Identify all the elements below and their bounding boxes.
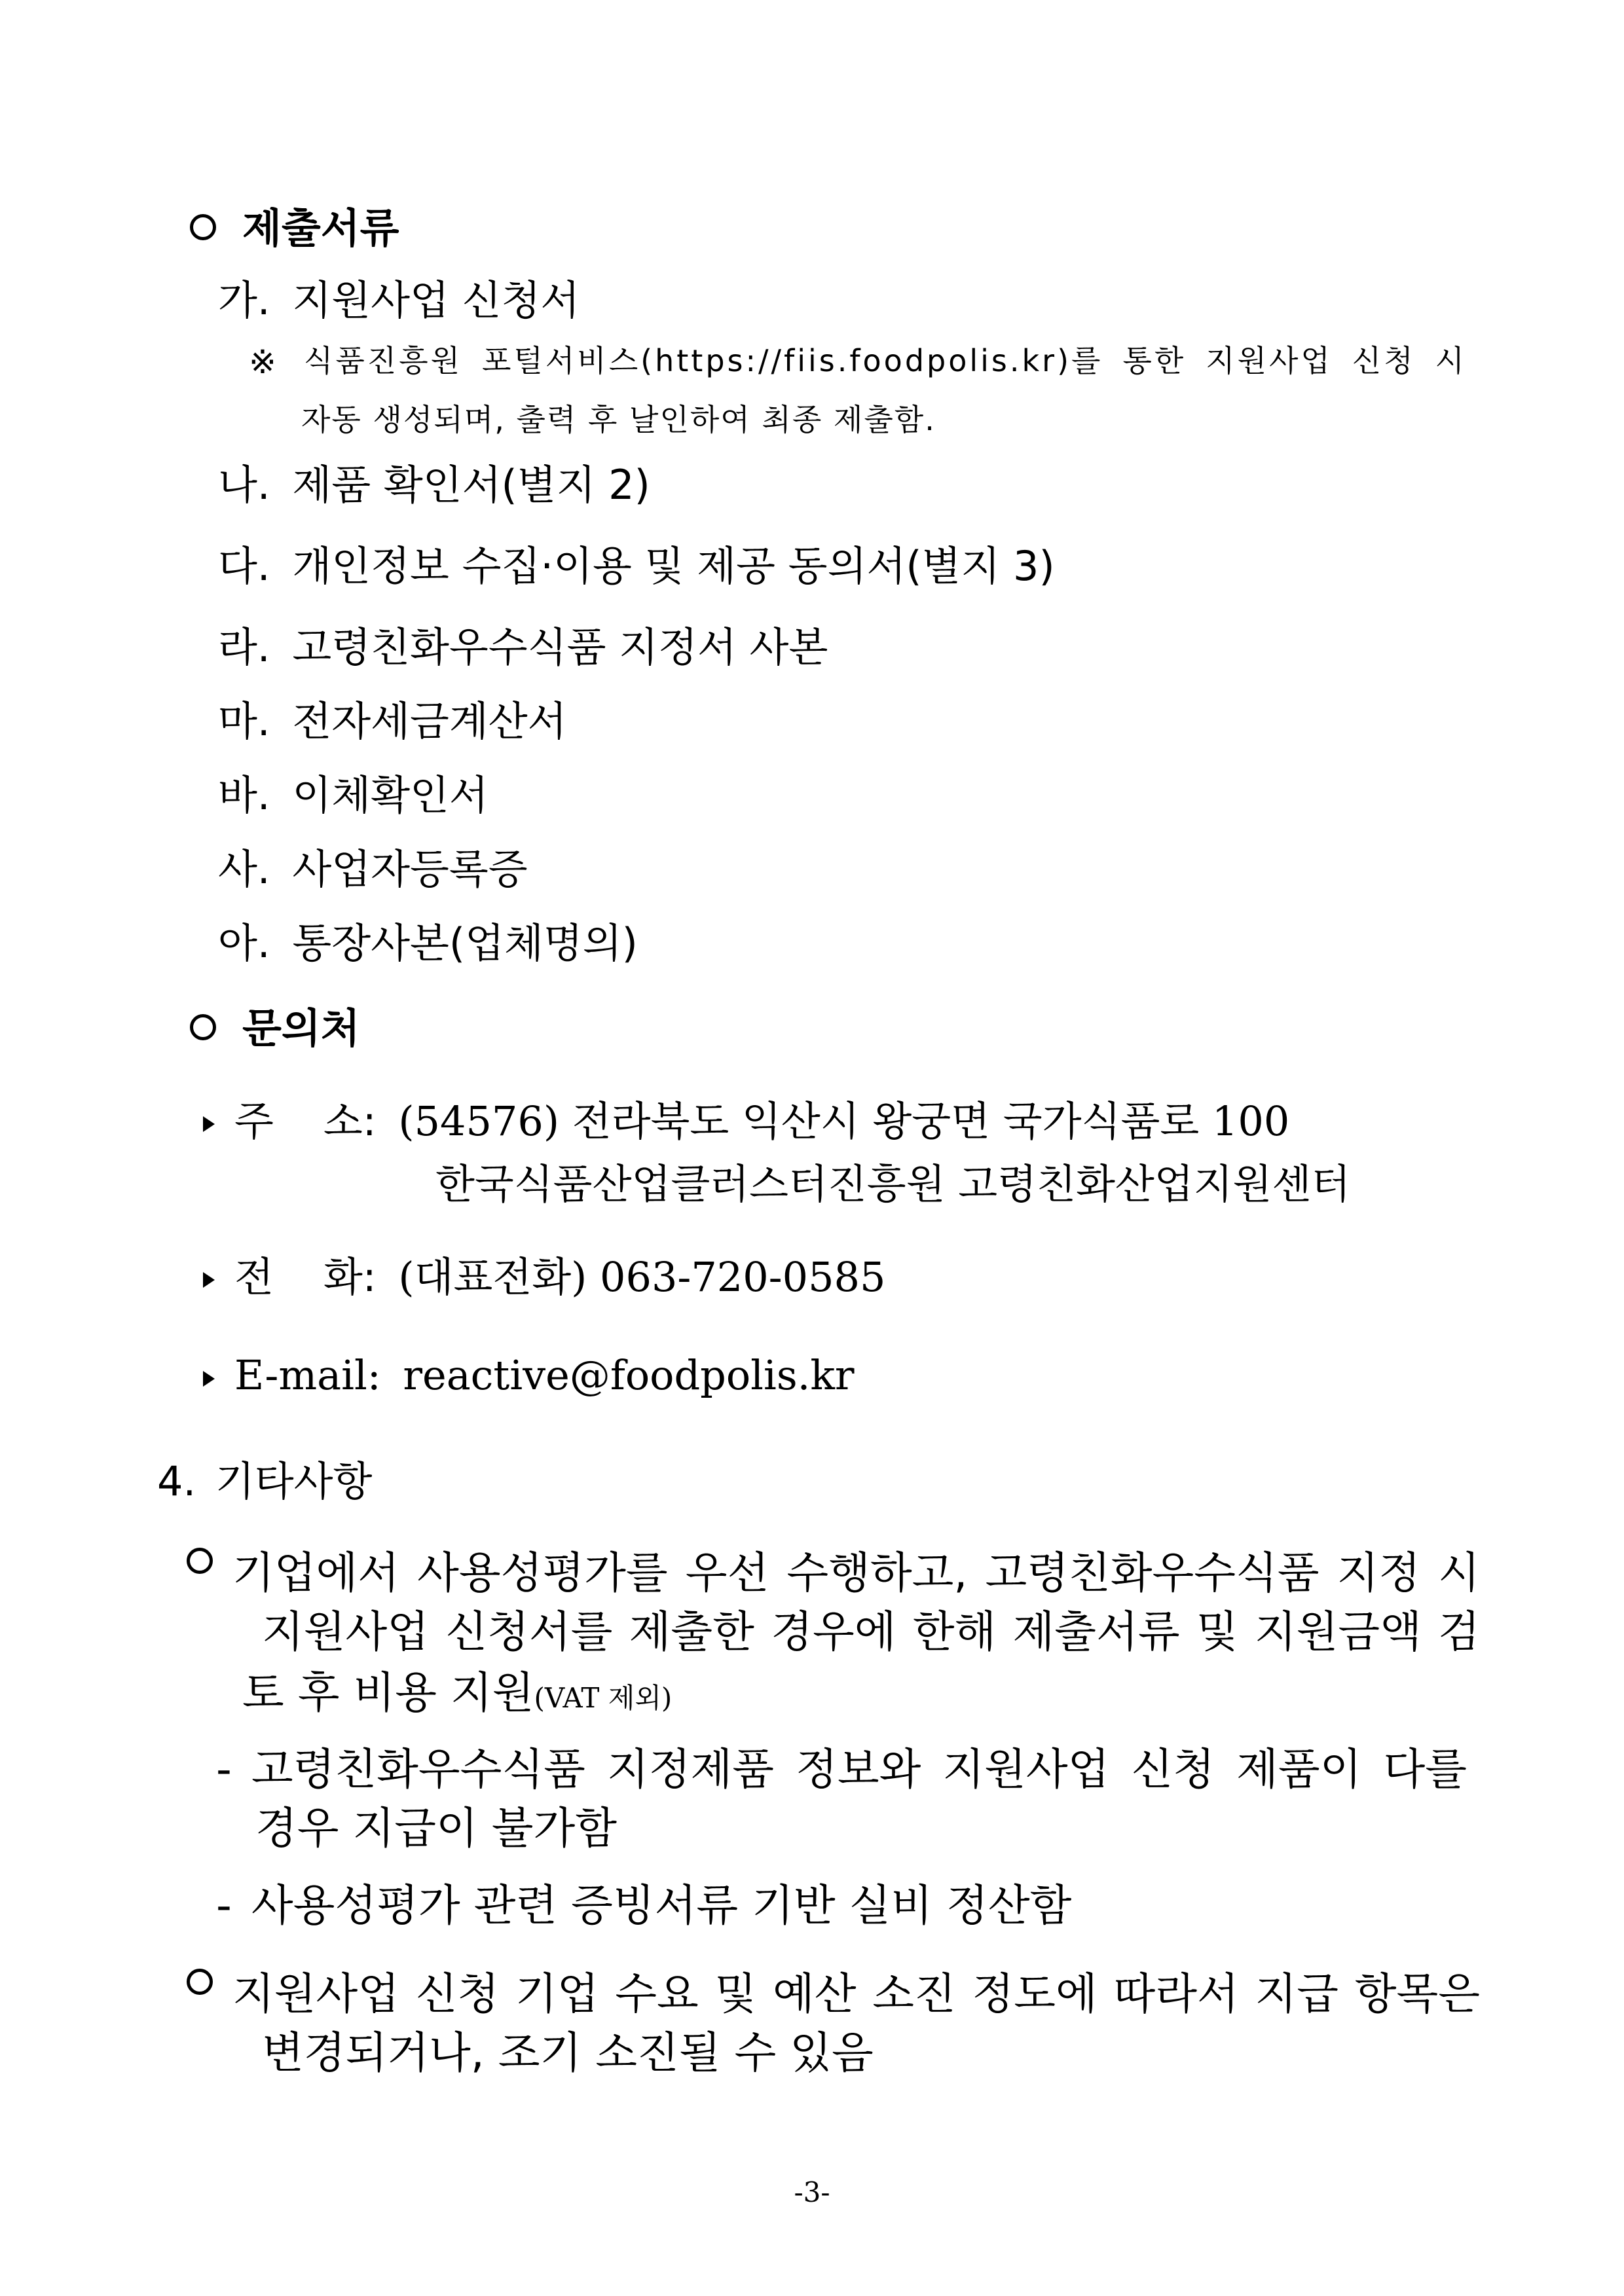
submission-item-ma [218,697,567,745]
triangle-bullet-icon [203,1371,215,1387]
vat-note: (VAT 제외) [534,1682,673,1714]
contact-heading-text: 문의처 [242,1004,360,1052]
circle-bullet-icon [187,1969,213,1995]
submission-heading [190,204,399,252]
item-text: 고령친화우수식품 지정서 사본 [292,623,828,671]
section-number: 4. [157,1457,196,1505]
submission-item-sa [218,845,528,893]
address-label: 주 [234,1097,274,1145]
email-row [203,1351,855,1399]
section4-dash1-line2: 경우 지급이 불가함 [255,1803,618,1853]
submission-heading-text: 제출서류 [242,204,399,252]
item-text: 제품 확인서(별지 2) [292,461,650,509]
section4-heading [157,1457,373,1505]
phone-value: (대표전화) 063-720-0585 [398,1253,886,1301]
phone-label: 전 [234,1253,274,1301]
dash-bullet-icon: - [216,1880,232,1931]
phone-label: 화: [323,1253,377,1301]
item-text: 전자세금계산서 [292,697,567,745]
address-label: 소: [323,1097,377,1145]
note-line-1 [249,343,1467,381]
item-label: 가. [218,276,270,324]
triangle-bullet-icon [203,1272,215,1288]
reference-mark-icon: ※ [249,343,278,381]
item-text: 지원사업 신청서 [292,276,580,324]
submission-item-ba [218,771,489,819]
submission-item-ra [218,623,828,671]
note-text: 식품진흥원 포털서비스(https://fiis.foodpolis.kr)를 통한 지원사업 신청 시 [303,343,1467,378]
circle-bullet-icon [187,1548,213,1574]
submission-item-na [218,461,650,509]
note-line-2: 자동 생성되며, 출력 후 날인하여 최종 제출함. [301,402,936,437]
item-text: 개인정보 수집·이용 및 제공 동의서(별지 3) [292,542,1055,590]
submission-item-da [218,542,1055,590]
item-label: 나. [218,461,270,509]
section4-dash2 [216,1880,1072,1931]
email-label: E-mail: [234,1351,381,1399]
bullet-text: 기업에서 사용성평가를 우선 수행하고, 고령친화우수식품 지정 시 [232,1548,1480,1598]
item-label: 바. [218,771,270,819]
section4-bullet1-line1 [187,1548,1480,1598]
triangle-bullet-icon [203,1116,215,1132]
circle-bullet-icon [190,1014,216,1040]
item-label: 사. [218,845,270,893]
bullet-text: 지원사업 신청 기업 수요 및 예산 소진 정도에 따라서 지급 항목은 [232,1969,1480,2019]
section4-bullet2-line2: 변경되거나, 조기 소진될 수 있음 [262,2028,874,2078]
dash-bullet-icon: - [216,1744,232,1795]
item-text: 통장사본(업체명의) [292,919,638,967]
section4-dash1-line1 [216,1744,1467,1795]
bullet-text: 토 후 비용 지원 [242,1667,534,1718]
address-row [203,1097,1290,1145]
section-title: 기타사항 [215,1457,373,1505]
submission-item-ga [218,276,580,324]
dash-text: 고령친화우수식품 지정제품 정보와 지원사업 신청 제품이 다를 [251,1744,1467,1795]
section4-bullet1-line3 [242,1667,673,1718]
address-value: (54576) 전라북도 익산시 왕궁면 국가식품로 100 [398,1097,1290,1145]
item-text: 이체확인서 [292,771,489,819]
phone-row [203,1253,886,1301]
item-text: 사업자등록증 [292,845,528,893]
item-label: 라. [218,623,270,671]
section4-bullet1-line2: 지원사업 신청서를 제출한 경우에 한해 제출서류 및 지원금액 검 [262,1607,1480,1657]
email-link[interactable]: reactive@foodpolis.kr [403,1351,855,1399]
item-label: 아. [218,919,270,967]
dash-text: 사용성평가 관련 증빙서류 기반 실비 정산함 [251,1880,1072,1931]
contact-heading [190,1004,360,1052]
item-label: 마. [218,697,270,745]
page-number: -3- [794,2176,830,2208]
address-line-2: 한국식품산업클러스터진흥원 고령친화산업지원센터 [435,1160,1351,1208]
section4-bullet2-line1 [187,1969,1480,2019]
submission-item-a [218,919,638,967]
item-label: 다. [218,542,270,590]
circle-bullet-icon [190,214,216,240]
